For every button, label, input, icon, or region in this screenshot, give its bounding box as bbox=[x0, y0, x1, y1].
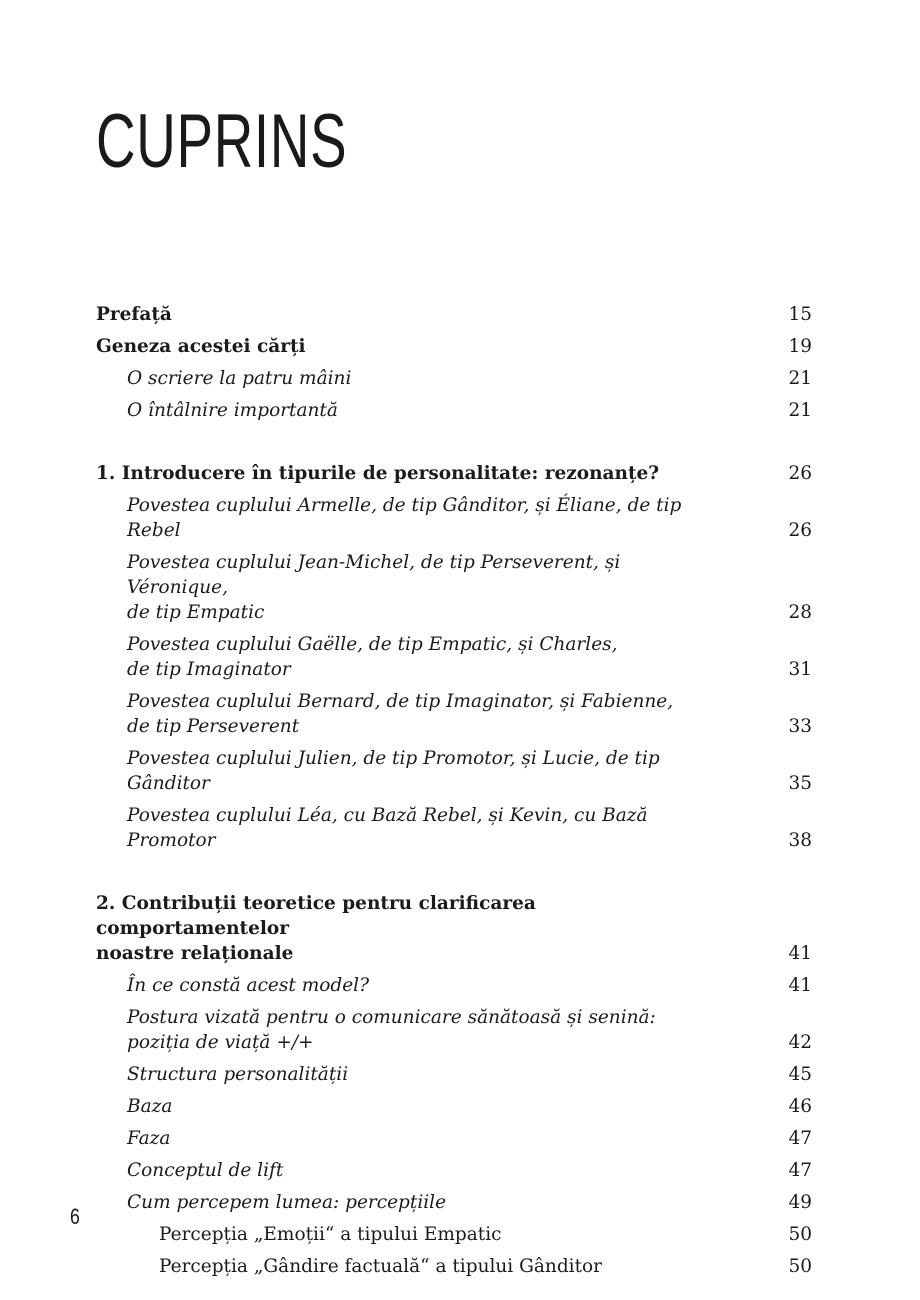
toc-entry-line-2: de tip Empatic bbox=[127, 602, 265, 623]
toc-entry[interactable] bbox=[96, 334, 812, 359]
toc-chapter-1[interactable] bbox=[96, 461, 812, 486]
toc-entry-title: O întâlnire importantă bbox=[127, 400, 338, 421]
toc-entry[interactable] bbox=[96, 302, 812, 327]
toc-entry-page: 49 bbox=[788, 1192, 812, 1213]
toc-entry-page: 15 bbox=[788, 304, 812, 325]
toc-entry-title: Percepția „Gândire factuală“ a tipului Gânditor bbox=[159, 1256, 603, 1277]
toc-entry[interactable] bbox=[96, 746, 812, 796]
toc-entry-title: Povestea cuplului Armelle, de tip Gânditor, și Éliane, de tip Rebel bbox=[127, 495, 682, 541]
toc-entry-page: 42 bbox=[788, 1032, 812, 1053]
toc-entry-title: 1. Introducere în tipurile de personalitate: rezonanțe? bbox=[96, 463, 660, 484]
toc-entry[interactable] bbox=[96, 1094, 812, 1119]
toc-entry-page: 19 bbox=[788, 336, 812, 357]
page-number: 6 bbox=[70, 1204, 80, 1229]
toc-entry-title: Povestea cuplului Léa, cu Bază Rebel, și Kevin, cu Bază Promotor bbox=[127, 805, 648, 851]
toc-entry-page: 38 bbox=[788, 830, 812, 851]
toc-entry-page: 33 bbox=[788, 716, 812, 737]
toc-entry[interactable] bbox=[96, 632, 812, 682]
toc-entry-title bbox=[127, 550, 772, 625]
toc-entry-title: O scriere la patru mâini bbox=[127, 368, 352, 389]
toc-entry-title: În ce constă acest model? bbox=[127, 975, 369, 996]
toc-entry-page: 47 bbox=[788, 1128, 812, 1149]
toc-entry[interactable] bbox=[96, 1158, 812, 1183]
toc-entry-title bbox=[127, 689, 772, 739]
toc-entry[interactable] bbox=[96, 366, 812, 391]
toc-entry-title bbox=[127, 632, 772, 682]
toc-entry-line-1: Povestea cuplului Jean-Michel, de tip Perseverent, și Véronique, bbox=[127, 552, 621, 598]
toc-entry[interactable] bbox=[96, 550, 812, 625]
toc-entry-page: 28 bbox=[788, 602, 812, 623]
page-title: CUPRINS bbox=[96, 99, 348, 184]
toc-entry-line-1: Povestea cuplului Bernard, de tip Imaginator, și Fabienne, bbox=[127, 691, 674, 712]
toc-entry[interactable] bbox=[96, 973, 812, 998]
toc-entry[interactable] bbox=[96, 1005, 812, 1055]
toc-entry-page: 41 bbox=[788, 943, 812, 964]
toc-entry-title: Cum percepem lumea: percepțiile bbox=[127, 1192, 447, 1213]
toc-entry-page: 21 bbox=[788, 400, 812, 421]
toc-entry-line-1: Povestea cuplului Gaëlle, de tip Empatic, și Charles, bbox=[127, 634, 618, 655]
toc-entry[interactable] bbox=[96, 1222, 812, 1247]
toc-entry-page: 50 bbox=[788, 1256, 812, 1277]
toc-entry-page: 41 bbox=[788, 975, 812, 996]
toc-entry-line-1: Postura vizată pentru o comunicare sănătoasă și senină: bbox=[127, 1007, 656, 1028]
toc-entry[interactable] bbox=[96, 493, 812, 543]
toc-entry-page: 31 bbox=[788, 659, 812, 680]
toc-entry-page: 21 bbox=[788, 368, 812, 389]
toc-entry-line-1: 2. Contribuții teoretice pentru clarificarea comportamentelor bbox=[96, 893, 536, 939]
toc-entry-page: 47 bbox=[788, 1160, 812, 1181]
toc-entry[interactable] bbox=[96, 1062, 812, 1087]
toc-entry[interactable] bbox=[96, 1190, 812, 1215]
toc-entry[interactable] bbox=[96, 1254, 812, 1279]
toc-entry-page: 45 bbox=[788, 1064, 812, 1085]
toc-entry-line-2: de tip Imaginator bbox=[127, 659, 291, 680]
toc-entry-title: Povestea cuplului Julien, de tip Promotor, și Lucie, de tip Gânditor bbox=[127, 748, 660, 794]
toc-entry-page: 26 bbox=[788, 463, 812, 484]
toc-entry-title: Baza bbox=[127, 1096, 173, 1117]
toc-entry-line-2: de tip Perseverent bbox=[127, 716, 300, 737]
toc-entry-title bbox=[96, 891, 772, 966]
toc-entry-title: Structura personalității bbox=[127, 1064, 349, 1085]
toc-entry-title: Geneza acestei cărți bbox=[96, 336, 306, 357]
toc-entry[interactable] bbox=[96, 803, 812, 853]
toc-entry-line-2: poziția de viață +/+ bbox=[127, 1032, 314, 1053]
toc-entry-title: Conceptul de lift bbox=[127, 1160, 284, 1181]
toc-entry-title: Percepția „Emoții“ a tipului Empatic bbox=[159, 1224, 502, 1245]
toc-entry-page: 46 bbox=[788, 1096, 812, 1117]
toc-entry-page: 35 bbox=[788, 773, 812, 794]
table-of-contents bbox=[96, 302, 812, 1279]
toc-entry[interactable] bbox=[96, 689, 812, 739]
toc-entry-page: 26 bbox=[788, 520, 812, 541]
toc-entry[interactable] bbox=[96, 1126, 812, 1151]
toc-entry-page: 50 bbox=[788, 1224, 812, 1245]
toc-chapter-2[interactable] bbox=[96, 891, 812, 966]
toc-entry[interactable] bbox=[96, 398, 812, 423]
toc-entry-line-2: noastre relaționale bbox=[96, 943, 294, 964]
toc-entry-title: Prefață bbox=[96, 304, 172, 325]
toc-entry-title: Faza bbox=[127, 1128, 171, 1149]
toc-entry-title bbox=[127, 1005, 772, 1055]
